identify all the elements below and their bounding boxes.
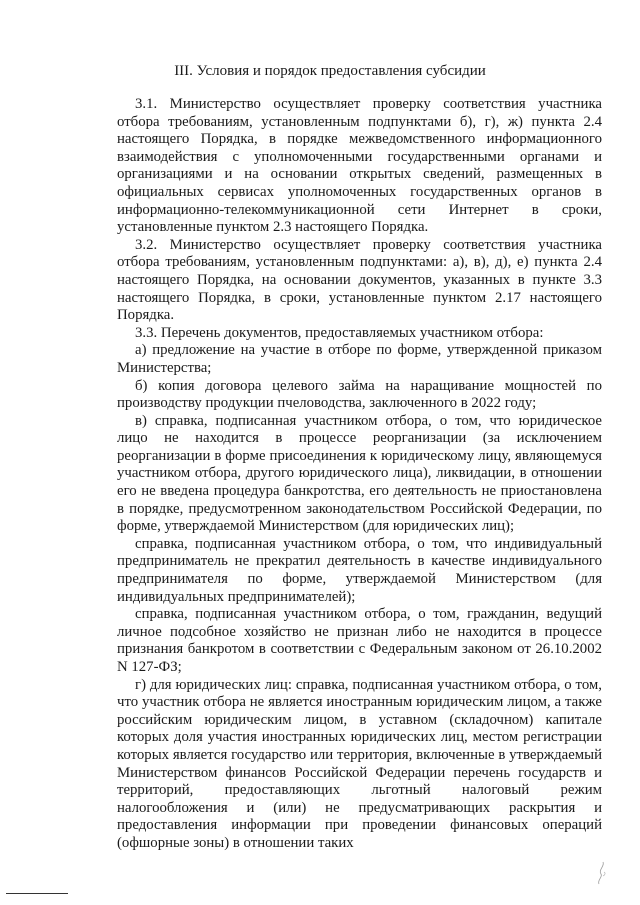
document-body [117, 96, 602, 853]
section-title: III. Условия и порядок предоставления субсидии [174, 63, 486, 79]
pen-mark-icon [594, 860, 608, 886]
paragraph-3-3: 3.3. Перечень документов, предоставляемых участником отбора: [135, 324, 544, 341]
paragraph-3-2: 3.2. Министерство осуществляет проверку соответствия участника отбора требованиям, установленным подпунктами: а), в), д), е) пункта 2.4 настоящего Порядка, на основании документов, указанных в пункте 3.3 настоящего Порядка, в сроки, установленные пунктом 2.17 настоящего Порядка. [117, 236, 602, 324]
item-b: б) копия договора целевого займа на наращивание мощностей по производству продукции пчеловодства, заключенного в 2022 году; [117, 377, 602, 412]
paragraph-3-1: 3.1. Министерство осуществляет проверку соответствия участника отбора требованиям, установленным подпунктами б), г), ж) пункта 2.4 настоящего Порядка, в порядке межведомственного информационного взаимодействия с уполномоченными государственными органами и организациями и на основании открытых сведений, размещенных в официальных сервисах уполномоченных государственных органов в информационно-телекоммуникационной сети Интернет в сроки, установленные пунктом 2.3 настоящего Порядка. [117, 96, 602, 236]
item-a: а) предложение на участие в отборе по форме, утвержденной приказом Министерства; [117, 342, 602, 376]
item-v-household: справка, подписанная участником отбора, о том, гражданин, ведущий личное подсобное хозяйство не признан либо не находится в процессе признания банкротом в соответствии с Федеральным законом от 26.10.2002 N 127-ФЗ; [117, 606, 602, 675]
item-v-legal-entity: в) справка, подписанная участником отбора, о том, что юридическое лицо не находится в процессе реорганизации (за исключением реорганизации в форме присоединения к юридическому лицу, являющемуся участником отбора, другого юридического лица), ликвидации, в отношении его не введена процедура банкротства, его деятельность не приостановлена в порядке, предусмотренном законодательством Российской Федерации, по форме, утверждаемой Министерством (для юридических лиц); [117, 412, 602, 535]
item-v-entrepreneur: справка, подписанная участником отбора, о том, что индивидуальный предприниматель не прекратил деятельность в качестве индивидуального предпринимателя по форме, утверждаемой Министерством (для индивидуальных предпринимателей); [117, 535, 602, 605]
footer-rule [6, 893, 68, 894]
item-g: г) для юридических лиц: справка, подписанная участником отбора, о том, что участник отбора не является иностранным юридическим лицом, а также российским юридическим лицом, в уставном (складочном) капитале которых доля участия иностранных юридических лиц, местом регистрации которых является государство или территория, включенные в утверждаемый Министерством финансов Российской Федерации перечень государств и территорий, предоставляющих льготный налоговый режим налогообложения и (или) не предусматривающих раскрытия и предоставления информации при проведении финансовых операций (офшорные зоны) в отношении таких [117, 676, 602, 851]
